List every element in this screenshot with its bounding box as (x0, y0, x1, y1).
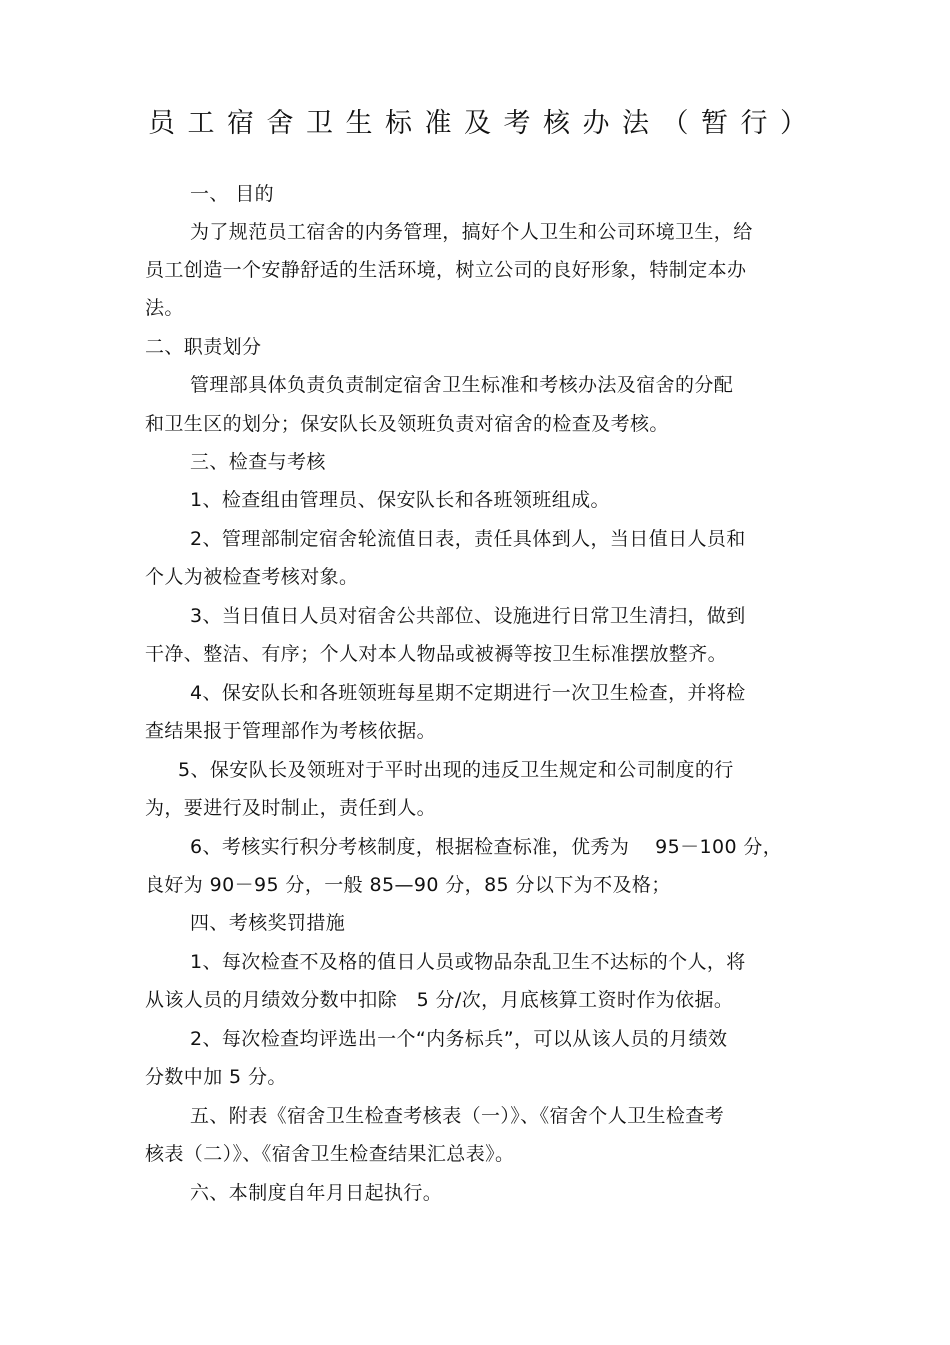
section-heading: 四、考核奖罚措施 (190, 912, 346, 934)
section-heading: 二、职责划分 (145, 336, 262, 358)
paragraph-line: 3、当日值日人员对宿舍公共部位、设施进行日常卫生清扫，做到 (190, 605, 746, 627)
paragraph-line: 2、管理部制定宿舍轮流值日表，责任具体到人，当日值日人员和 (190, 528, 746, 550)
paragraph-line: 1、每次检查不及格的值日人员或物品杂乱卫生不达标的个人，将 (190, 951, 746, 973)
paragraph-line: 4、保安队长和各班领班每星期不定期进行一次卫生检查，并将检 (190, 682, 746, 704)
paragraph-line: 良好为 90－95 分，一般 85—90 分，85 分以下为不及格； (145, 874, 671, 896)
paragraph-line: 和卫生区的划分；保安队长及领班负责对宿舍的检查及考核。 (145, 413, 669, 435)
document-title: 员工宿舍卫生标准及考核办法（暂行） (148, 108, 820, 139)
paragraph-line: 从该人员的月绩效分数中扣除 5 分/次，月底核算工资时作为依据。 (145, 989, 734, 1011)
paragraph-line: 管理部具体负责负责制定宿舍卫生标准和考核办法及宿舍的分配 (190, 374, 734, 396)
paragraph-line: 6、考核实行积分考核制度，根据检查标准，优秀为 95－100 分， (190, 836, 783, 858)
paragraph-line: 干净、整洁、有序；个人对本人物品或被褥等按卫生标准摆放整齐。 (145, 643, 728, 665)
paragraph-line: 5、保安队长及领班对于平时出现的违反卫生规定和公司制度的行 (178, 759, 734, 781)
paragraph-line: 为了规范员工宿舍的内务管理，搞好个人卫生和公司环境卫生，给 (190, 221, 753, 243)
section-heading: 三、检查与考核 (190, 451, 326, 473)
paragraph-line: 2、每次检查均评选出一个“内务标兵”，可以从该人员的月绩效 (190, 1028, 728, 1050)
paragraph-line: 查结果报于管理部作为考核依据。 (145, 720, 437, 742)
section-heading: 一、 目的 (190, 183, 275, 205)
paragraph-line: 为，要进行及时制止，责任到人。 (145, 797, 437, 819)
section-heading: 六、本制度自年月日起执行。 (190, 1182, 443, 1204)
paragraph-line: 核表（二）》、《宿舍卫生检查结果汇总表》。 (145, 1143, 515, 1165)
paragraph-line: 员工创造一个安静舒适的生活环境，树立公司的良好形象，特制定本办 (145, 259, 747, 281)
paragraph-line: 个人为被检查考核对象。 (145, 566, 359, 588)
paragraph-line: 法。 (145, 297, 184, 319)
section-heading: 五、附表《宿舍卫生检查考核表（一）》、《宿舍个人卫生检查考 (190, 1105, 725, 1127)
paragraph-line: 1、检查组由管理员、保安队长和各班领班组成。 (190, 489, 610, 511)
paragraph-line: 分数中加 5 分。 (145, 1066, 287, 1088)
